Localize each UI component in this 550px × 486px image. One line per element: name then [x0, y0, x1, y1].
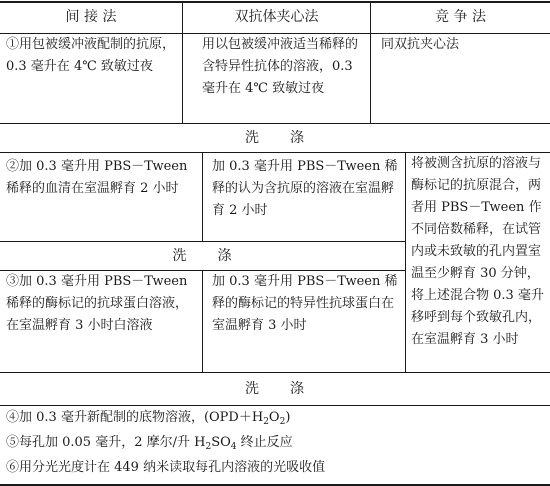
row3-bottom-border — [0, 372, 550, 373]
wash-step-1: 洗 涤 — [245, 130, 305, 146]
substrate-step-text: ④加 0.3 毫升新配制的底物溶液，(OPD＋H — [6, 410, 264, 425]
indirect-serum-step: ②加 0.3 毫升用 PBS－Tween 稀释的血清在室温孵育 2 小时 — [6, 159, 188, 196]
header-sandwich-method: 双抗体夹心法 — [234, 9, 319, 25]
competition-column-divider — [405, 152, 406, 372]
stop-step-text: ⑤每孔加 0.05 毫升，2 摩尔/升 H — [6, 435, 206, 450]
sandwich-antigen-step: 加 0.3 毫升用 PBS－Tween 稀释的认为含抗原的溶液在室温孵育 2 小时 — [212, 159, 398, 218]
substrate-o2-subscript: 2 — [279, 417, 286, 427]
substrate-o-text: O — [268, 410, 280, 425]
competition-incubation-step: 将被测含抗原的溶液与酶标记的抗原混合，两者用 PBS－Tween 作不同倍数稀释，在试管内或未致敏的孔内置室温至少孵育 30 分钟，将上述混合物 0.3 毫升移呼到每个致敏孔内，在室温孵育 3 小时 — [411, 156, 544, 347]
substrate-close-paren: ) — [285, 410, 291, 425]
col1-divider-row2 — [202, 152, 203, 241]
wash-step-3: 洗 涤 — [245, 381, 305, 397]
acid-so-text: SO — [211, 435, 231, 450]
row1-bottom-border — [0, 123, 550, 124]
substrate-h2-subscript: 2 — [263, 417, 269, 427]
indirect-coating-step: ①用包被缓冲液配制的抗原，0.3 毫升在 4℃ 致敏过夜 — [6, 37, 176, 74]
indirect-conjugate-step: ③加 0.3 毫升用 PBS－Tween 稀释的酶标记的抗球蛋白溶液，在室温孵育 3 小时白溶液 — [6, 274, 189, 333]
stop-reaction-step — [6, 432, 546, 454]
absorbance-reading-step: ⑥用分光光度计在 449 纳米读取每孔内溶液的光吸收值 — [6, 460, 326, 475]
row2-bottom-border — [0, 241, 405, 242]
table-top-border — [0, 1, 550, 3]
acid-h2-subscript: 2 — [205, 442, 212, 452]
header-competition-method: 竞 争 法 — [435, 9, 486, 25]
header-indirect-method: 间 接 法 — [65, 9, 117, 25]
col1-divider-row3 — [202, 270, 203, 372]
substrate-step — [6, 407, 546, 429]
wash-step-2: 洗 涤 — [172, 248, 233, 264]
wash3-bottom-border — [0, 405, 550, 406]
competition-coating-step: 同双抗夹心法 — [381, 37, 460, 52]
stop-step-suffix: 终止反应 — [236, 435, 293, 450]
sandwich-coating-step: 用以包被缓冲液适当稀释的含特异性抗体的溶液，0.3 毫升在 4℃ 致敏过夜 — [202, 37, 359, 96]
acid-o4-subscript: 4 — [230, 442, 237, 452]
sandwich-conjugate-step: 加 0.3 毫升用 PBS－Tween 稀释的酶标记的特异性抗球蛋白在室温孵育 3 小时 — [212, 274, 398, 333]
